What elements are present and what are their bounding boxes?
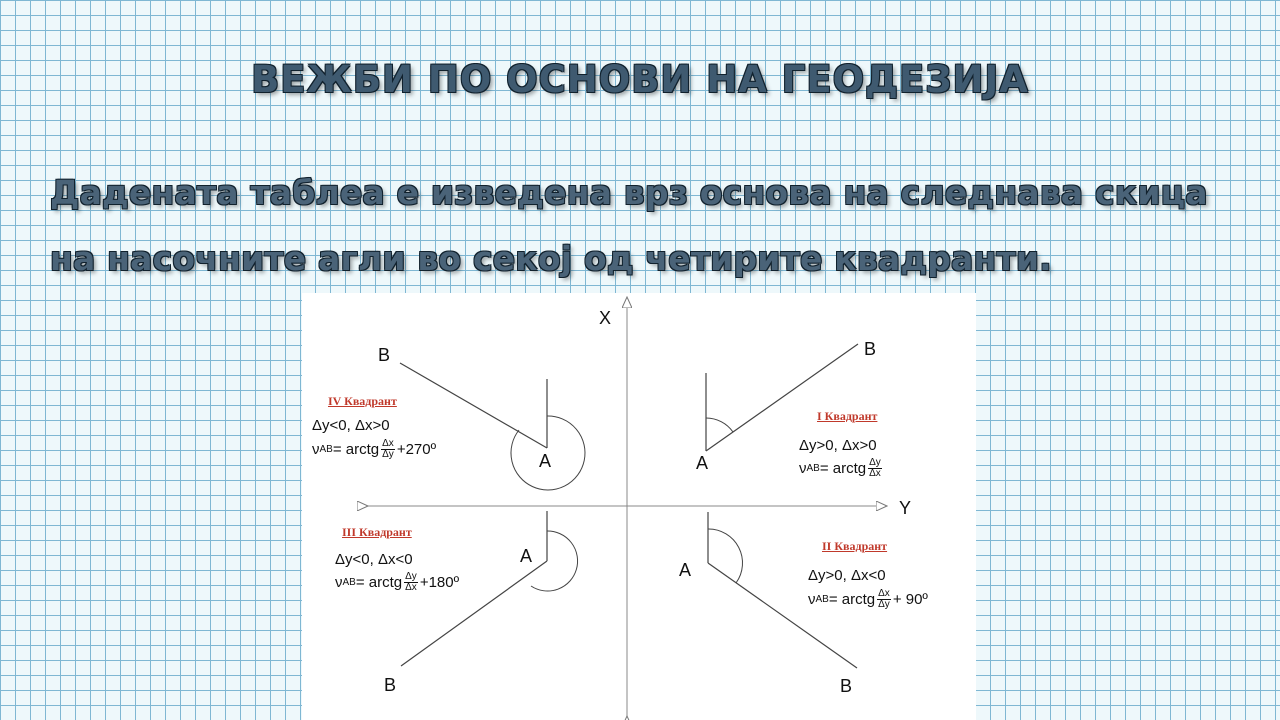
q4-frac-numerator: Δx [382,438,394,449]
q2-formula-fraction [877,589,891,610]
q2-frac-numerator: Δx [878,588,890,599]
q4-formula-fraction [381,439,395,460]
quadrant-4-sketch [400,363,585,490]
q1-direction-line [706,344,858,451]
q2-point-b: B [840,676,853,696]
slide-title: ВЕЖБИ ПО ОСНОВИ НА ГЕОДЕЗИЈА [251,58,1029,101]
q1-name: I Квадрант [817,409,878,423]
q3-formula [335,572,459,593]
q1-point-a: A [696,453,709,473]
q3-point-a: A [520,546,533,566]
q1-point-b: B [864,339,877,359]
q4-formula-lhs: ν [312,441,320,458]
q2-condition: Δy>0, Δx<0 [808,567,886,584]
q3-formula-lhs: ν [335,574,343,591]
q3-formula-fraction [404,572,418,593]
q1-formula-sub: A [806,463,814,474]
q4-frac-denominator: Δy [382,449,394,460]
q2-point-a: A [679,560,692,580]
quadrant-1-sketch [706,344,858,451]
q1-frac-denominator: Δx [869,468,881,479]
q4-formula-tail: +270º [396,441,437,458]
q3-formula-sup: B [349,577,356,588]
q1-formula [799,458,884,479]
q2-name: II Квадрант [822,539,888,553]
q4-formula-sup: B [326,444,333,455]
q1-formula-lhs: ν [799,460,807,477]
q1-formula-eq: = arctg [819,460,867,477]
q3-formula-sub: A [342,577,350,588]
q3-frac-numerator: Δy [405,571,417,582]
q1-condition: Δy>0, Δx>0 [799,437,877,454]
q1-formula-sup: B [813,463,820,474]
q3-name: III Квадрант [342,525,412,539]
q1-formula-fraction [868,458,882,479]
q2-formula-sup: B [822,594,829,605]
q1-frac-numerator: Δy [869,457,881,468]
q3-formula-tail: +180º [419,574,460,591]
q2-formula-lhs: ν [808,591,816,608]
q2-formula [808,589,928,610]
q4-direction-line [400,363,547,448]
q3-condition: Δy<0, Δx<0 [335,551,413,568]
q4-condition: Δy<0, Δx>0 [312,417,390,434]
q2-frac-denominator: Δy [878,599,890,610]
q4-formula [312,439,436,460]
q4-formula-sub: A [319,444,327,455]
q3-point-b: B [384,675,397,695]
q1-angle-arc [706,418,733,432]
q4-point-b: B [378,345,391,365]
q4-point-a: A [539,451,552,471]
axis-y-label: Y [899,498,912,518]
q3-formula-eq: = arctg [355,574,403,591]
q2-formula-tail: + 90º [892,591,928,608]
quadrant-sketch [302,293,976,720]
q2-formula-eq: = arctg [828,591,876,608]
q4-formula-eq: = arctg [332,441,380,458]
q3-angle-arc [531,531,578,591]
axis-x-label: X [599,308,612,328]
q2-formula-sub: A [815,594,823,605]
q4-name: IV Квадрант [328,394,397,408]
q3-frac-denominator: Δx [405,582,417,593]
slide-description: Дадената таблеа е изведена врз основа на следнава скица на насочните агли во секој од четирите квадранти. [50,173,1208,278]
